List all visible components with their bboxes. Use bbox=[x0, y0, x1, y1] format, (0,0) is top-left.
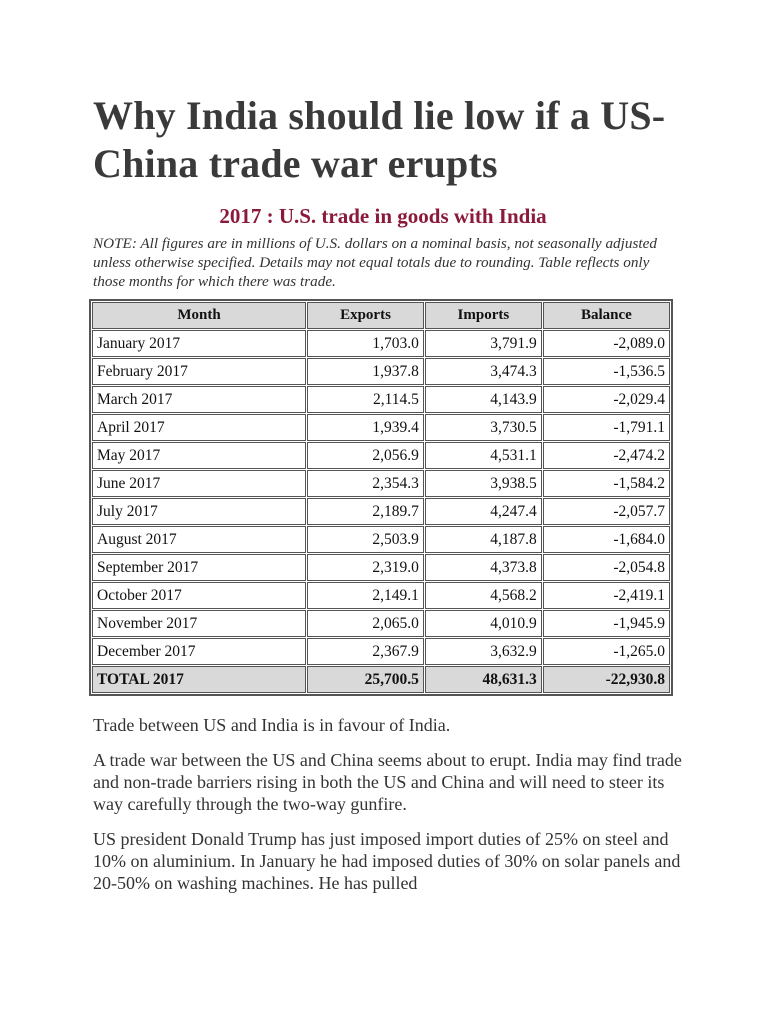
cell-exports: 2,354.3 bbox=[307, 470, 424, 497]
total-balance: -22,930.8 bbox=[543, 666, 670, 693]
cell-month: December 2017 bbox=[92, 638, 306, 665]
cell-balance: -1,684.0 bbox=[543, 526, 670, 553]
cell-imports: 3,632.9 bbox=[425, 638, 542, 665]
total-row bbox=[92, 666, 670, 693]
cell-exports: 2,503.9 bbox=[307, 526, 424, 553]
cell-month: August 2017 bbox=[92, 526, 306, 553]
cell-imports: 4,143.9 bbox=[425, 386, 542, 413]
cell-imports: 4,568.2 bbox=[425, 582, 542, 609]
table-row bbox=[92, 442, 670, 469]
table-row bbox=[92, 582, 670, 609]
cell-month: November 2017 bbox=[92, 610, 306, 637]
cell-imports: 4,531.1 bbox=[425, 442, 542, 469]
cell-month: September 2017 bbox=[92, 554, 306, 581]
trade-table bbox=[89, 299, 673, 696]
cell-balance: -2,054.8 bbox=[543, 554, 670, 581]
cell-exports: 1,937.8 bbox=[307, 358, 424, 385]
cell-month: January 2017 bbox=[92, 330, 306, 357]
cell-imports: 3,791.9 bbox=[425, 330, 542, 357]
cell-balance: -1,265.0 bbox=[543, 638, 670, 665]
cell-imports: 4,373.8 bbox=[425, 554, 542, 581]
table-header-row bbox=[92, 302, 670, 329]
cell-exports: 2,367.9 bbox=[307, 638, 424, 665]
cell-month: February 2017 bbox=[92, 358, 306, 385]
total-imports: 48,631.3 bbox=[425, 666, 542, 693]
cell-month: May 2017 bbox=[92, 442, 306, 469]
article-title: Why India should lie low if a US-China trade war erupts bbox=[93, 93, 666, 186]
cell-exports: 2,065.0 bbox=[307, 610, 424, 637]
cell-exports: 1,939.4 bbox=[307, 414, 424, 441]
cell-exports: 2,189.7 bbox=[307, 498, 424, 525]
table-row bbox=[92, 498, 670, 525]
cell-imports: 3,474.3 bbox=[425, 358, 542, 385]
total-label: TOTAL 2017 bbox=[92, 666, 306, 693]
table-row bbox=[92, 638, 670, 665]
cell-balance: -2,057.7 bbox=[543, 498, 670, 525]
table-row bbox=[92, 330, 670, 357]
header-balance: Balance bbox=[543, 302, 670, 329]
cell-balance: -1,536.5 bbox=[543, 358, 670, 385]
cell-month: June 2017 bbox=[92, 470, 306, 497]
cell-exports: 2,319.0 bbox=[307, 554, 424, 581]
document-page bbox=[93, 92, 682, 894]
cell-imports: 4,247.4 bbox=[425, 498, 542, 525]
table-note: NOTE: All figures are in millions of U.S. dollars on a nominal basis, not seasonally adjusted unless otherwise specified. Details may not equal totals due to rounding. Table reflects only those months for which there was trade. bbox=[93, 235, 657, 290]
paragraph-1: Trade between US and India is in favour of India. bbox=[93, 715, 451, 735]
cell-imports: 4,010.9 bbox=[425, 610, 542, 637]
cell-exports: 2,056.9 bbox=[307, 442, 424, 469]
paragraph-2: A trade war between the US and China seems about to erupt. India may find trade and non-trade barriers rising in both the US and China and will need to steer its way carefully through the two-way gunfire. bbox=[93, 750, 682, 814]
cell-balance: -1,791.1 bbox=[543, 414, 670, 441]
cell-balance: -2,419.1 bbox=[543, 582, 670, 609]
header-month: Month bbox=[92, 302, 306, 329]
table-row bbox=[92, 386, 670, 413]
table-row bbox=[92, 610, 670, 637]
cell-month: April 2017 bbox=[92, 414, 306, 441]
header-imports: Imports bbox=[425, 302, 542, 329]
cell-balance: -2,089.0 bbox=[543, 330, 670, 357]
header-exports: Exports bbox=[307, 302, 424, 329]
cell-exports: 2,149.1 bbox=[307, 582, 424, 609]
table-body bbox=[92, 330, 670, 693]
table-row bbox=[92, 358, 670, 385]
cell-balance: -2,474.2 bbox=[543, 442, 670, 469]
paragraph-3: US president Donald Trump has just imposed import duties of 25% on steel and 10% on aluminium. In January he had imposed duties of 30% on solar panels and 20-50% on washing machines. He has pulled bbox=[93, 829, 681, 893]
cell-imports: 3,938.5 bbox=[425, 470, 542, 497]
table-row bbox=[92, 470, 670, 497]
cell-imports: 3,730.5 bbox=[425, 414, 542, 441]
cell-month: October 2017 bbox=[92, 582, 306, 609]
table-row bbox=[92, 526, 670, 553]
total-exports: 25,700.5 bbox=[307, 666, 424, 693]
table-row bbox=[92, 554, 670, 581]
table-title: 2017 : U.S. trade in goods with India bbox=[219, 204, 547, 228]
cell-balance: -2,029.4 bbox=[543, 386, 670, 413]
table-row bbox=[92, 414, 670, 441]
cell-exports: 1,703.0 bbox=[307, 330, 424, 357]
cell-month: March 2017 bbox=[92, 386, 306, 413]
cell-balance: -1,945.9 bbox=[543, 610, 670, 637]
cell-month: July 2017 bbox=[92, 498, 306, 525]
cell-balance: -1,584.2 bbox=[543, 470, 670, 497]
cell-imports: 4,187.8 bbox=[425, 526, 542, 553]
cell-exports: 2,114.5 bbox=[307, 386, 424, 413]
